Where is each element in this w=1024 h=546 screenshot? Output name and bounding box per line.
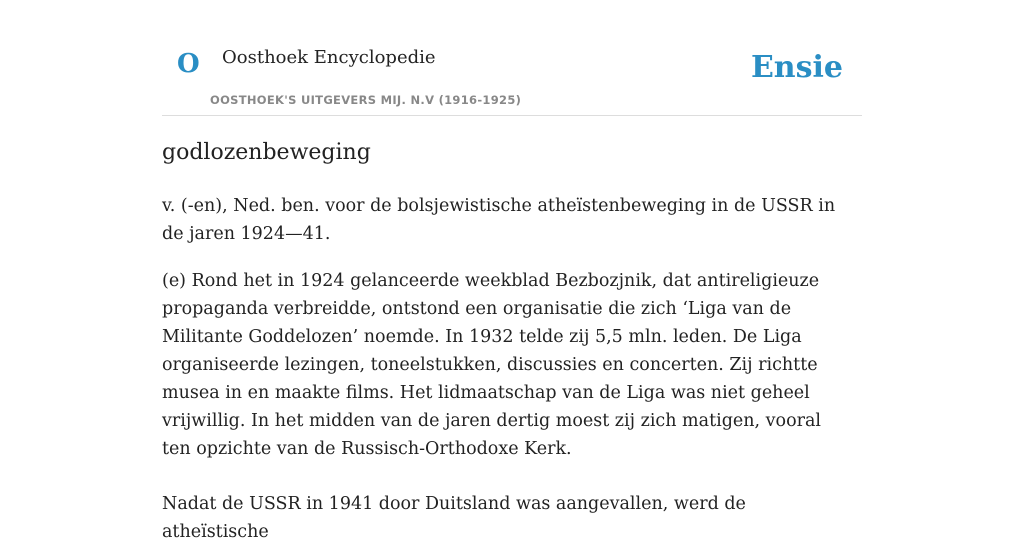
site-title-link[interactable]: Oosthoek Encyclopedie [222, 47, 436, 68]
logo-icon[interactable]: O [177, 49, 200, 79]
page [162, 0, 862, 542]
publisher-subtitle: OOSTHOEK'S UITGEVERS MIJ. N.V (1916-1925) [210, 93, 522, 107]
entry-headword: godlozenbeweging [162, 140, 371, 165]
site-header [162, 0, 862, 116]
ensie-brand-link[interactable]: Ensie [750, 50, 843, 85]
entry-paragraph: (e) Rond het in 1924 gelanceerde weekblad Bezbozjnik, dat antireligieuze propaganda verbreidde, ontstond een organisatie die zich ‘Liga van de Militante Goddelozen’ noemde. In 1932 telde zij 5,5 mln. leden. De Liga organiseerde lezingen, toneelstukken, discussies en concerten. Zij richtte musea in en maakte films. Het lidmaatschap van de Liga was niet geheel vrijwillig. In het midden van de jaren dertig moest zij zich matigen, vooral ten opzichte van de Russisch-Orthodoxe Kerk. [162, 271, 822, 459]
entry-definition: v. (-en), Ned. ben. voor de bolsjewistische atheïstenbeweging in de USSR in de jaren 1924—41. [162, 196, 836, 244]
entry-paragraph: Nadat de USSR in 1941 door Duitsland was aangevallen, werd de atheïstische [162, 494, 746, 542]
